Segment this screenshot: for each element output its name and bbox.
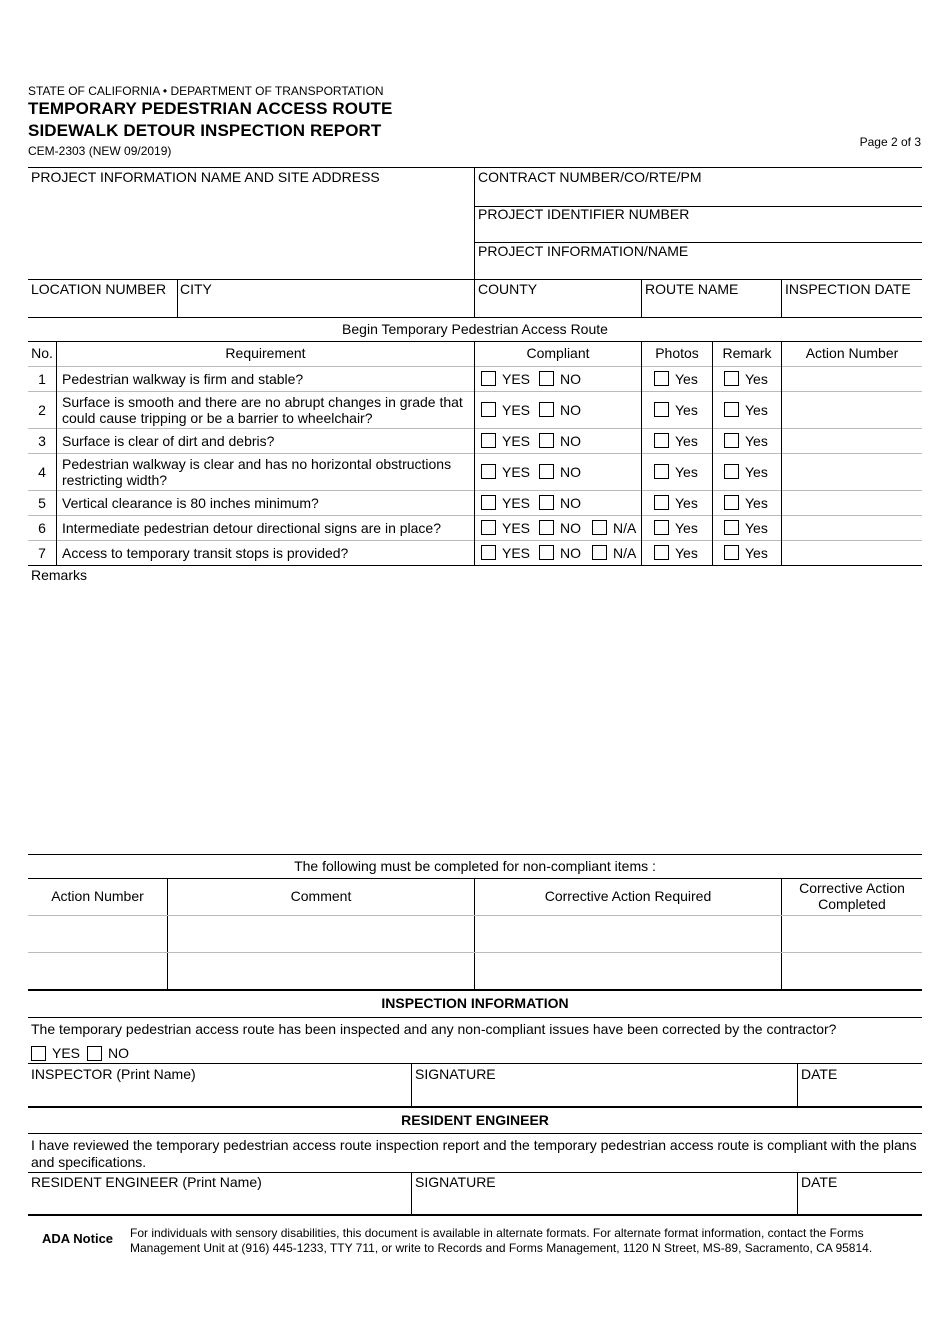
remark-yes-label: Yes xyxy=(745,463,768,480)
compliant-yes-label: YES xyxy=(502,519,531,536)
compliant-yes-label: YES xyxy=(502,370,531,387)
remark-yes-option[interactable] xyxy=(724,370,768,388)
photos-yes-label: Yes xyxy=(675,370,698,387)
requirement-text: Surface is clear of dirt and debris? xyxy=(62,432,275,449)
photos-yes-checkbox[interactable] xyxy=(654,495,669,510)
inspection-yes-option[interactable] xyxy=(31,1045,80,1061)
compliant-no-checkbox[interactable] xyxy=(539,433,554,448)
divider xyxy=(712,341,713,565)
remark-yes-checkbox[interactable] xyxy=(724,545,739,560)
compliant-na-checkbox[interactable] xyxy=(592,520,607,535)
divider xyxy=(28,1214,922,1216)
photos-yes-option[interactable] xyxy=(654,401,698,419)
inspection-no-option[interactable] xyxy=(87,1045,129,1061)
requirement-text: Access to temporary transit stops is provided? xyxy=(62,544,349,561)
divider xyxy=(781,279,782,318)
remark-yes-option[interactable] xyxy=(724,544,768,562)
resident-name-field[interactable]: RESIDENT ENGINEER (Print Name) xyxy=(31,1174,262,1190)
remark-yes-label: Yes xyxy=(745,519,768,536)
compliant-no-option[interactable] xyxy=(539,401,581,419)
remark-yes-label: Yes xyxy=(745,544,768,561)
divider xyxy=(641,279,642,318)
header-corrective-completed: Corrective Action Completed xyxy=(799,880,905,912)
compliant-yes-label: YES xyxy=(502,494,531,511)
yes-label: YES xyxy=(52,1045,81,1061)
no-label: NO xyxy=(108,1045,129,1061)
compliant-na-option[interactable] xyxy=(592,544,636,562)
divider xyxy=(28,317,922,318)
compliant-yes-checkbox[interactable] xyxy=(481,371,496,386)
form-title-line2: SIDEWALK DETOUR INSPECTION REPORT xyxy=(28,121,382,140)
divider xyxy=(28,1063,922,1064)
inspector-name-field[interactable]: INSPECTOR (Print Name) xyxy=(31,1066,196,1082)
header-photos: Photos xyxy=(655,345,699,361)
compliant-no-option[interactable] xyxy=(539,370,581,388)
remark-yes-label: Yes xyxy=(745,401,768,418)
remark-yes-option[interactable] xyxy=(724,432,768,450)
divider xyxy=(28,854,922,855)
photos-yes-checkbox[interactable] xyxy=(654,520,669,535)
photos-yes-checkbox[interactable] xyxy=(654,545,669,560)
agency-line: STATE OF CALIFORNIA • DEPARTMENT OF TRANSPORTATION xyxy=(28,84,384,98)
resident-date-field[interactable]: DATE xyxy=(801,1174,838,1190)
compliant-no-label: NO xyxy=(560,370,581,387)
photos-yes-option[interactable] xyxy=(654,494,698,512)
remark-yes-checkbox[interactable] xyxy=(724,371,739,386)
compliant-yes-checkbox[interactable] xyxy=(481,495,496,510)
row-number: 4 xyxy=(38,463,46,480)
divider xyxy=(28,1106,922,1108)
photos-yes-option[interactable] xyxy=(654,463,698,481)
compliant-no-option[interactable] xyxy=(539,494,581,512)
compliant-na-option[interactable] xyxy=(592,519,636,537)
compliant-no-label: NO xyxy=(560,463,581,480)
divider xyxy=(781,341,782,565)
compliant-yes-label: YES xyxy=(502,401,531,418)
header-comment: Comment xyxy=(290,888,352,904)
project-info-name-field[interactable]: PROJECT INFORMATION/NAME xyxy=(478,243,689,259)
route-name-field[interactable]: ROUTE NAME xyxy=(645,281,739,297)
county-field[interactable]: COUNTY xyxy=(478,281,538,297)
photos-yes-checkbox[interactable] xyxy=(654,433,669,448)
divider xyxy=(28,1133,922,1134)
page-number: Page 2 of 3 xyxy=(859,135,921,149)
compliant-yes-option[interactable] xyxy=(481,494,530,512)
compliant-no-option[interactable] xyxy=(539,544,581,562)
noncompliant-row[interactable] xyxy=(28,953,922,989)
divider xyxy=(28,565,922,566)
header-corrective-action: Corrective Action Required xyxy=(544,888,712,904)
compliant-no-checkbox[interactable] xyxy=(539,402,554,417)
photos-yes-option[interactable] xyxy=(654,544,698,562)
inspection-section-title: INSPECTION INFORMATION xyxy=(381,995,569,1011)
compliant-no-checkbox[interactable] xyxy=(539,464,554,479)
action-number-field[interactable] xyxy=(782,392,922,428)
header-remark: Remark xyxy=(722,345,772,361)
requirement-text: Surface is smooth and there are no abrupt changes in grade that could cause tripping or be a barrier to wheelchair? xyxy=(62,393,463,426)
inspection-date-field[interactable]: INSPECTION DATE xyxy=(785,281,911,297)
compliant-yes-label: YES xyxy=(502,432,531,449)
project-identifier-field[interactable]: PROJECT IDENTIFIER NUMBER xyxy=(478,206,690,222)
remark-yes-checkbox[interactable] xyxy=(724,433,739,448)
remark-yes-checkbox[interactable] xyxy=(724,495,739,510)
divider xyxy=(28,279,922,280)
remark-yes-option[interactable] xyxy=(724,401,768,419)
row-number: 3 xyxy=(38,432,46,449)
inspection-no-checkbox[interactable] xyxy=(87,1046,102,1061)
compliant-yes-checkbox[interactable] xyxy=(481,545,496,560)
compliant-yes-option[interactable] xyxy=(481,370,530,388)
compliant-yes-checkbox[interactable] xyxy=(481,433,496,448)
remark-yes-checkbox[interactable] xyxy=(724,520,739,535)
divider xyxy=(411,1063,412,1107)
compliant-na-checkbox[interactable] xyxy=(592,545,607,560)
compliant-yes-checkbox[interactable] xyxy=(481,520,496,535)
divider xyxy=(177,279,178,318)
compliant-no-label: NO xyxy=(560,519,581,536)
photos-yes-label: Yes xyxy=(675,519,698,536)
compliant-yes-checkbox[interactable] xyxy=(481,464,496,479)
compliant-no-checkbox[interactable] xyxy=(539,545,554,560)
divider xyxy=(28,1172,922,1173)
photos-yes-option[interactable] xyxy=(654,519,698,537)
compliant-yes-option[interactable] xyxy=(481,463,530,481)
divider xyxy=(797,1172,798,1215)
city-field[interactable]: CITY xyxy=(180,281,212,297)
requirement-text: Intermediate pedestrian detour directional signs are in place? xyxy=(62,519,442,536)
compliant-no-option[interactable] xyxy=(539,463,581,481)
header-compliant: Compliant xyxy=(526,345,590,361)
resident-section-title: RESIDENT ENGINEER xyxy=(401,1112,549,1128)
compliant-yes-option[interactable] xyxy=(481,544,530,562)
photos-yes-checkbox[interactable] xyxy=(654,464,669,479)
noncompliant-row[interactable] xyxy=(28,916,922,952)
ada-notice-text: For individuals with sensory disabilities, this document is available in alternate formats. For alternate format information, contact the Forms Management Unit at (916) 445-1233, TTY 711, or write to Records and Forms Management, 1120 N Street, MS-89, Sacramento, CA 95814. xyxy=(130,1226,873,1255)
requirement-text: Pedestrian walkway is firm and stable? xyxy=(62,370,304,387)
photos-yes-label: Yes xyxy=(675,544,698,561)
row-number: 5 xyxy=(38,494,46,511)
action-number-field[interactable] xyxy=(782,367,922,391)
remark-yes-label: Yes xyxy=(745,494,768,511)
remark-yes-checkbox[interactable] xyxy=(724,402,739,417)
divider xyxy=(28,878,922,879)
noncompliant-title: The following must be completed for non-compliant items : xyxy=(294,858,656,874)
compliant-yes-label: YES xyxy=(502,544,531,561)
compliant-no-checkbox[interactable] xyxy=(539,520,554,535)
compliant-na-label: N/A xyxy=(613,519,637,536)
action-number-field[interactable] xyxy=(782,516,922,540)
compliant-na-label: N/A xyxy=(613,544,637,561)
remark-yes-label: Yes xyxy=(745,432,768,449)
divider xyxy=(56,341,57,565)
form-number: CEM-2303 (NEW 09/2019) xyxy=(28,144,172,158)
remark-yes-label: Yes xyxy=(745,370,768,387)
compliant-no-option[interactable] xyxy=(539,432,581,450)
checklist-section-title: Begin Temporary Pedestrian Access Route xyxy=(342,321,608,337)
divider xyxy=(411,1172,412,1215)
divider xyxy=(641,341,642,565)
header-action-number: Action Number xyxy=(51,888,144,904)
action-number-field[interactable] xyxy=(782,491,922,515)
compliant-yes-option[interactable] xyxy=(481,401,530,419)
compliant-no-label: NO xyxy=(560,544,581,561)
divider xyxy=(797,1063,798,1107)
header-action-number: Action Number xyxy=(805,345,899,361)
ada-notice-label: ADA Notice xyxy=(42,1231,114,1246)
header-no: No. xyxy=(31,345,53,361)
compliant-no-checkbox[interactable] xyxy=(539,371,554,386)
compliant-yes-checkbox[interactable] xyxy=(481,402,496,417)
photos-yes-checkbox[interactable] xyxy=(654,371,669,386)
inspection-yes-checkbox[interactable] xyxy=(31,1046,46,1061)
remark-yes-option[interactable] xyxy=(724,463,768,481)
photos-yes-label: Yes xyxy=(675,432,698,449)
action-number-field[interactable] xyxy=(782,454,922,490)
compliant-yes-option[interactable] xyxy=(481,519,530,537)
photos-yes-checkbox[interactable] xyxy=(654,402,669,417)
row-number: 6 xyxy=(38,519,46,536)
requirement-text: Pedestrian walkway is clear and has no horizontal obstructions restricting width? xyxy=(62,455,452,488)
photos-yes-label: Yes xyxy=(675,463,698,480)
compliant-yes-option[interactable] xyxy=(481,432,530,450)
photos-yes-label: Yes xyxy=(675,401,698,418)
requirement-text: Vertical clearance is 80 inches minimum? xyxy=(62,494,319,511)
compliant-no-label: NO xyxy=(560,401,581,418)
divider xyxy=(28,167,922,168)
inspector-date-field[interactable]: DATE xyxy=(801,1066,838,1082)
compliant-no-option[interactable] xyxy=(539,519,581,537)
divider xyxy=(28,1017,922,1018)
project-name-site-field[interactable]: PROJECT INFORMATION NAME AND SITE ADDRESS xyxy=(31,169,380,185)
divider xyxy=(28,341,922,342)
compliant-yes-label: YES xyxy=(502,463,531,480)
photos-yes-option[interactable] xyxy=(654,432,698,450)
header-requirement: Requirement xyxy=(225,345,306,361)
location-number-field[interactable]: LOCATION NUMBER xyxy=(31,281,167,297)
contract-number-field[interactable]: CONTRACT NUMBER/CO/RTE/PM xyxy=(478,169,702,185)
resident-statement: I have reviewed the temporary pedestrian access route inspection report and the temporary pedestrian access route is compliant with the plans and specifications. xyxy=(31,1137,917,1170)
action-number-field[interactable] xyxy=(782,541,922,565)
inspection-statement: The temporary pedestrian access route has been inspected and any non-compliant issues have been corrected by the contractor? xyxy=(31,1021,837,1037)
photos-yes-label: Yes xyxy=(675,494,698,511)
action-number-field[interactable] xyxy=(782,429,922,453)
remarks-area[interactable] xyxy=(28,586,922,850)
compliant-no-checkbox[interactable] xyxy=(539,495,554,510)
photos-yes-option[interactable] xyxy=(654,370,698,388)
resident-signature-field[interactable]: SIGNATURE xyxy=(415,1174,496,1190)
compliant-no-label: NO xyxy=(560,494,581,511)
row-number: 1 xyxy=(38,370,46,387)
divider xyxy=(474,341,475,565)
form-title-line1: TEMPORARY PEDESTRIAN ACCESS ROUTE xyxy=(28,99,393,118)
remark-yes-option[interactable] xyxy=(724,494,768,512)
remarks-label: Remarks xyxy=(31,567,88,583)
row-number: 2 xyxy=(38,401,46,418)
remark-yes-checkbox[interactable] xyxy=(724,464,739,479)
compliant-no-label: NO xyxy=(560,432,581,449)
divider xyxy=(28,989,922,991)
inspector-signature-field[interactable]: SIGNATURE xyxy=(415,1066,496,1082)
remark-yes-option[interactable] xyxy=(724,519,768,537)
row-number: 7 xyxy=(38,544,46,561)
